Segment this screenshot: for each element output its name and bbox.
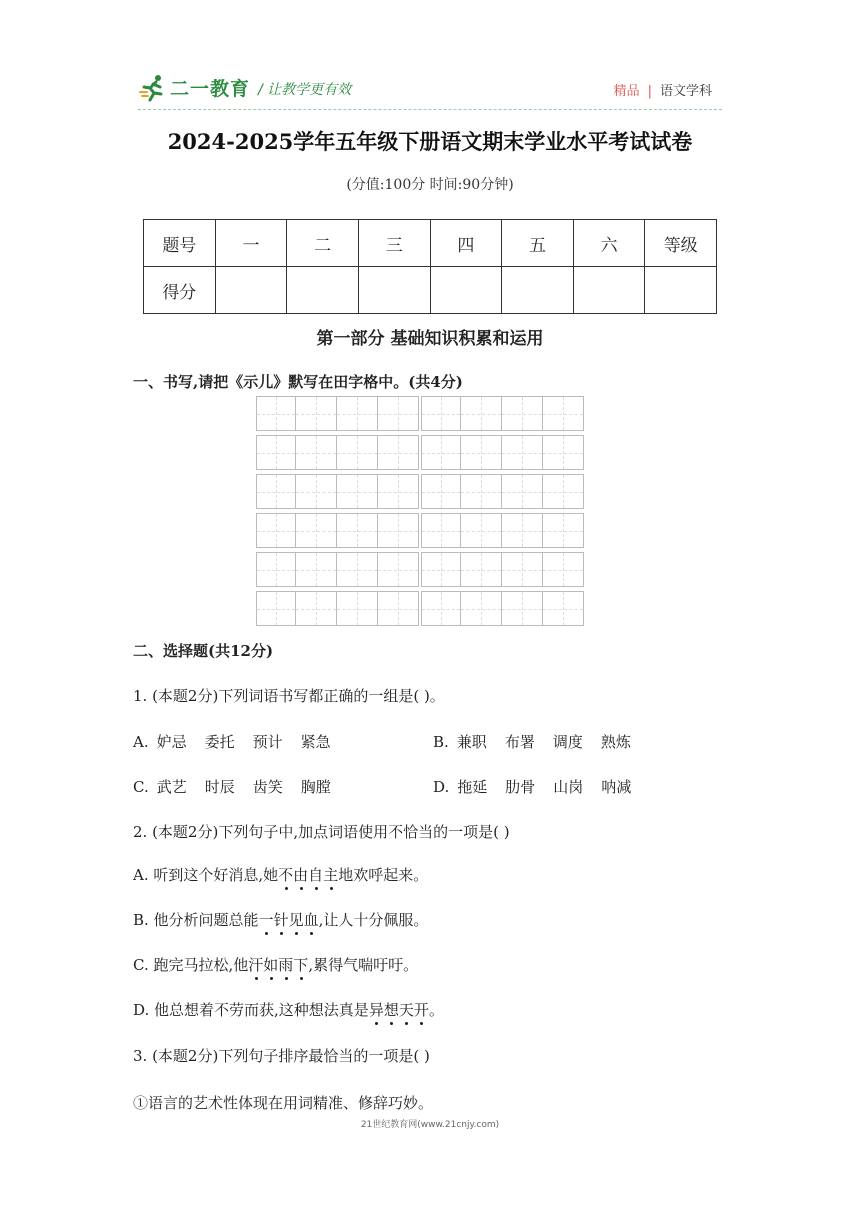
- word: 武艺: [156, 778, 187, 796]
- dotted-word: [248, 956, 308, 974]
- score-input-cell[interactable]: [215, 267, 287, 314]
- tianzi-grid[interactable]: [256, 396, 584, 630]
- subject-tag: 语文学科: [659, 84, 712, 99]
- q1-stem: 1. (本题2分)下列词语书写都正确的一组是( )。: [133, 687, 445, 705]
- tianzi-cell[interactable]: [337, 396, 378, 431]
- q2-option-a[interactable]: [133, 864, 428, 885]
- table-cell: 题号: [144, 220, 216, 267]
- option-text: 。: [428, 1001, 444, 1019]
- tianzi-cell[interactable]: [296, 396, 337, 431]
- tianzi-cell[interactable]: [378, 435, 419, 470]
- dotted-char: 雨: [278, 956, 294, 974]
- tianzi-cell[interactable]: [256, 474, 296, 509]
- score-input-cell[interactable]: [358, 267, 430, 314]
- dotted-char: 自: [308, 866, 324, 884]
- table-cell: 得分: [144, 267, 216, 314]
- option-text: D. 他总想着不劳而获,这种想法真是: [133, 1001, 369, 1019]
- tianzi-cell[interactable]: [502, 552, 543, 587]
- tianzi-cell[interactable]: [296, 474, 337, 509]
- table-cell: 一: [215, 220, 287, 267]
- word: 兼职: [456, 733, 487, 751]
- tianzi-cell[interactable]: [256, 513, 296, 548]
- header-separator: |: [647, 84, 652, 99]
- score-input-cell[interactable]: [645, 267, 717, 314]
- tianzi-cell[interactable]: [421, 552, 461, 587]
- q1-option-d[interactable]: [433, 776, 649, 797]
- table-cell: 六: [573, 220, 645, 267]
- grid-row: [256, 435, 584, 470]
- option-text: C. 跑完马拉松,他: [133, 956, 249, 974]
- word: 肋骨: [505, 778, 536, 796]
- tianzi-cell[interactable]: [337, 552, 378, 587]
- score-table-score-row: [144, 267, 717, 314]
- grid-half: [256, 474, 419, 509]
- grid-row: [256, 396, 584, 431]
- tianzi-cell[interactable]: [502, 474, 543, 509]
- tianzi-cell[interactable]: [421, 474, 461, 509]
- header-tags: [614, 80, 712, 99]
- score-table: [143, 219, 717, 314]
- q1-option-a[interactable]: [133, 731, 349, 752]
- tianzi-cell[interactable]: [296, 591, 337, 626]
- tianzi-cell[interactable]: [337, 591, 378, 626]
- score-table-header-row: [144, 220, 717, 267]
- word: 熟炼: [600, 733, 631, 751]
- tianzi-cell[interactable]: [421, 591, 461, 626]
- word: 委托: [204, 733, 235, 751]
- q3-stem: 3. (本题2分)下列句子排序最恰当的一项是( ): [133, 1047, 430, 1065]
- dotted-char: 汗: [248, 956, 264, 974]
- quality-tag: 精品: [613, 84, 640, 99]
- tianzi-cell[interactable]: [461, 396, 502, 431]
- dotted-char: 主: [323, 866, 339, 884]
- word: 时辰: [204, 778, 235, 796]
- tianzi-cell[interactable]: [543, 474, 584, 509]
- tianzi-cell[interactable]: [256, 396, 296, 431]
- tianzi-cell[interactable]: [421, 513, 461, 548]
- q3-sentence-1: ①语言的艺术性体现在用词精准、修辞巧妙。: [133, 1094, 434, 1112]
- option-text: 地欢呼起来。: [338, 866, 429, 884]
- option-label: C.: [133, 778, 149, 796]
- tianzi-cell[interactable]: [378, 474, 419, 509]
- option-text: ,累得气喘吁吁。: [308, 956, 419, 974]
- grid-half: [421, 435, 584, 470]
- q1-option-c[interactable]: [133, 776, 349, 797]
- dotted-char: 天: [398, 1001, 414, 1019]
- tianzi-cell[interactable]: [543, 513, 584, 548]
- word: 拖延: [457, 778, 488, 796]
- dotted-char: 不: [278, 866, 294, 884]
- score-input-cell[interactable]: [502, 267, 574, 314]
- word: 山岗: [553, 778, 584, 796]
- grid-half: [256, 513, 419, 548]
- table-cell: 五: [502, 220, 574, 267]
- tianzi-cell[interactable]: [502, 513, 543, 548]
- tianzi-cell[interactable]: [421, 435, 461, 470]
- grid-row: [256, 474, 584, 509]
- option-text: B. 他分析问题总能: [133, 911, 259, 929]
- table-cell: 二: [287, 220, 359, 267]
- section1-heading: 一、书写,请把《示儿》默写在田字格中。(共4分): [133, 373, 463, 391]
- tianzi-cell[interactable]: [461, 474, 502, 509]
- header-divider: [138, 109, 722, 110]
- dotted-char: 见: [288, 911, 304, 929]
- q2-option-c[interactable]: [133, 954, 418, 975]
- tianzi-cell[interactable]: [543, 591, 584, 626]
- dotted-word: [259, 911, 319, 929]
- grid-row: [256, 552, 584, 587]
- option-label: D.: [433, 778, 450, 796]
- score-input-cell[interactable]: [287, 267, 359, 314]
- tianzi-cell[interactable]: [378, 513, 419, 548]
- tianzi-cell[interactable]: [296, 513, 337, 548]
- page-title: 2024-2025学年五年级下册语文期末学业水平考试试卷: [167, 129, 693, 154]
- word: 妒忌: [156, 733, 187, 751]
- grid-half: [421, 513, 584, 548]
- table-cell: 四: [430, 220, 502, 267]
- dotted-word: [278, 866, 338, 884]
- brand-slogan: / 让教学更有效: [258, 82, 352, 98]
- grid-row: [256, 513, 584, 548]
- word: 紧急: [300, 733, 331, 751]
- word: 预计: [252, 733, 283, 751]
- tianzi-cell[interactable]: [421, 396, 461, 431]
- dotted-char: 由: [293, 866, 309, 884]
- tianzi-cell[interactable]: [461, 591, 502, 626]
- dotted-char: 下: [293, 956, 309, 974]
- tianzi-cell[interactable]: [502, 435, 543, 470]
- tianzi-cell[interactable]: [502, 591, 543, 626]
- tianzi-cell[interactable]: [296, 552, 337, 587]
- tianzi-cell[interactable]: [378, 396, 419, 431]
- tianzi-cell[interactable]: [256, 591, 296, 626]
- word: 调度: [552, 733, 583, 751]
- q1-option-b[interactable]: [433, 731, 649, 752]
- runner-logo-icon: [138, 74, 168, 102]
- dotted-word: [369, 1001, 429, 1019]
- word: 胸膛: [300, 778, 331, 796]
- tianzi-cell[interactable]: [543, 396, 584, 431]
- word: 齿笑: [252, 778, 283, 796]
- tianzi-cell[interactable]: [296, 435, 337, 470]
- tianzi-cell[interactable]: [378, 591, 419, 626]
- option-label: A.: [133, 733, 149, 751]
- score-input-cell[interactable]: [573, 267, 645, 314]
- q2-stem: 2. (本题2分)下列句子中,加点词语使用不恰当的一项是( ): [133, 823, 510, 841]
- q2-option-d[interactable]: [133, 999, 444, 1020]
- tianzi-cell[interactable]: [378, 552, 419, 587]
- table-cell: 等级: [645, 220, 717, 267]
- grid-half: [256, 396, 419, 431]
- dotted-char: 如: [263, 956, 279, 974]
- dotted-char: 开: [413, 1001, 429, 1019]
- tianzi-cell[interactable]: [256, 552, 296, 587]
- section2-heading: 二、选择题(共12分): [133, 642, 274, 660]
- option-label: B.: [433, 733, 449, 751]
- dotted-char: 血: [303, 911, 319, 929]
- grid-half: [421, 474, 584, 509]
- tianzi-cell[interactable]: [461, 513, 502, 548]
- word: 布署: [504, 733, 535, 751]
- grid-half: [256, 552, 419, 587]
- grid-half: [421, 552, 584, 587]
- tianzi-cell[interactable]: [502, 396, 543, 431]
- tianzi-cell[interactable]: [337, 513, 378, 548]
- dotted-char: 想: [383, 1001, 399, 1019]
- tianzi-cell[interactable]: [256, 435, 296, 470]
- score-input-cell[interactable]: [430, 267, 502, 314]
- page-footer: 21世纪教育网(www.21cnjy.com): [360, 1120, 500, 1130]
- option-text: ,让人十分佩服。: [318, 911, 429, 929]
- grid-row: [256, 591, 584, 626]
- grid-half: [256, 435, 419, 470]
- tianzi-cell[interactable]: [337, 435, 378, 470]
- dotted-char: 一: [258, 911, 274, 929]
- dotted-char: 异: [368, 1001, 384, 1019]
- part-title: 第一部分 基础知识积累和运用: [316, 329, 544, 349]
- option-text: A. 听到这个好消息,她: [133, 866, 279, 884]
- tianzi-cell[interactable]: [543, 435, 584, 470]
- brand-name: 二一教育: [170, 78, 251, 100]
- tianzi-cell[interactable]: [337, 474, 378, 509]
- grid-half: [256, 591, 419, 626]
- tianzi-cell[interactable]: [461, 552, 502, 587]
- tianzi-cell[interactable]: [543, 552, 584, 587]
- grid-half: [421, 591, 584, 626]
- q2-option-b[interactable]: [133, 909, 428, 930]
- dotted-char: 针: [273, 911, 289, 929]
- grid-half: [421, 396, 584, 431]
- table-cell: 三: [358, 220, 430, 267]
- tianzi-cell[interactable]: [461, 435, 502, 470]
- word: 呐减: [601, 778, 632, 796]
- page-subtitle: (分值:100分 时间:90分钟): [346, 177, 514, 193]
